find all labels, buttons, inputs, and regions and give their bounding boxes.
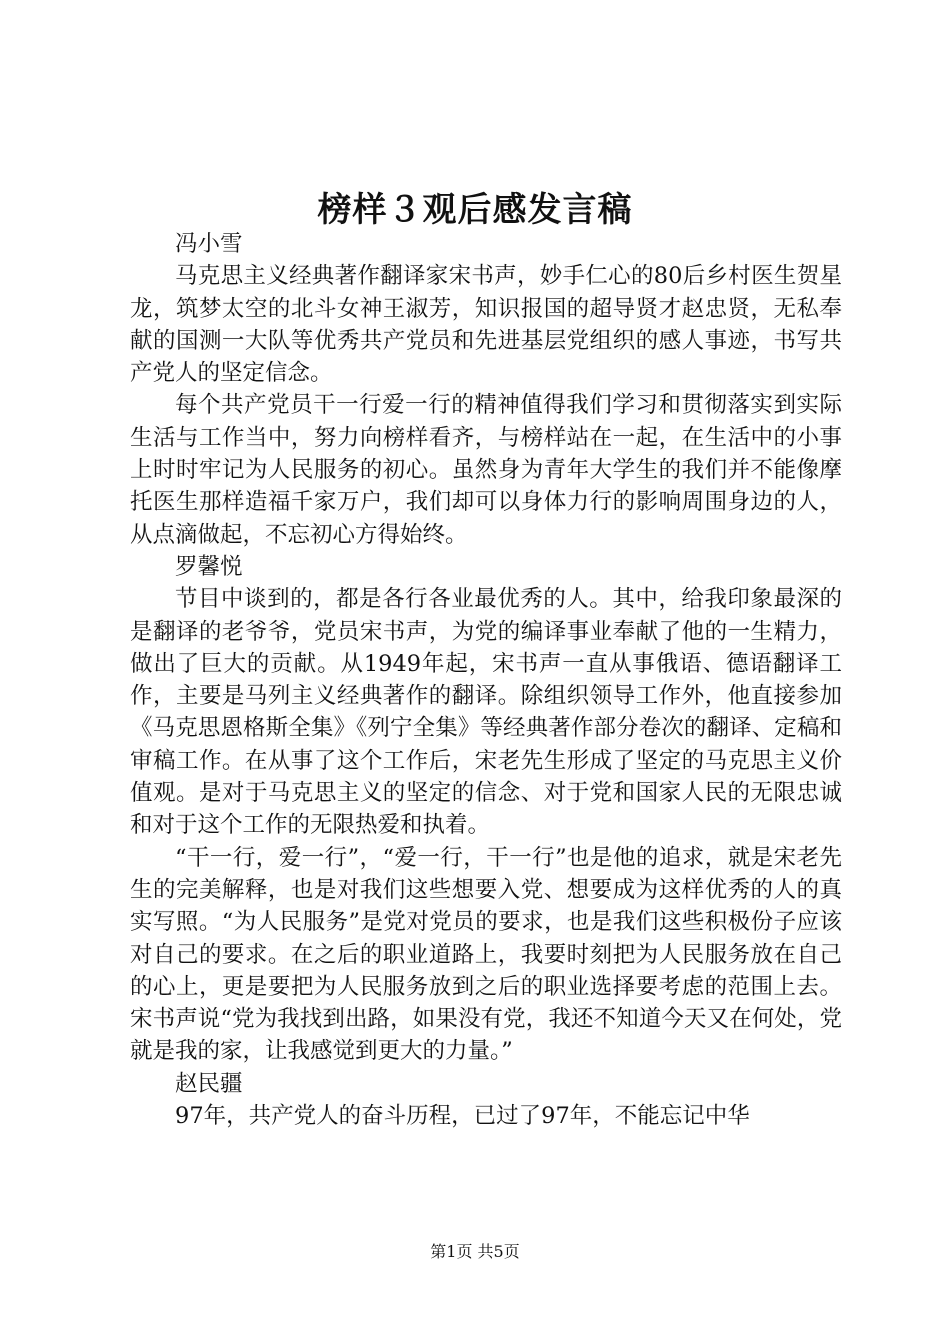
page-footer: 第1页 共5页 — [430, 1242, 520, 1261]
paragraph: 节目中谈到的，都是各行各业最优秀的人。其中，给我印象最深的是翻译的老爷爷，党员宋书声，为党的编译事业奉献了他的一生精力，做出了巨大的贡献。从1949年起，宋书声一直从事俄语、德语翻译工作，主要是马列主义经典著作的翻译。除组织领导工作外，他直接参加《马克思恩格斯全集》《列宁全集》等经典著作部分卷次的翻译、定稿和审稿工作。在从事了这个工作后，宋老先生形成了坚定的马克思主义价值观。是对于马克思主义的坚定的信念、对于党和国家人民的无限忠诚和对于这个工作的无限热爱和执着。 — [130, 586, 842, 839]
document-title: 榜样３观后感发言稿 — [317, 190, 633, 230]
section-author: 罗馨悦 — [175, 553, 243, 580]
paragraph: 每个共产党员干一行爱一行的精神值得我们学习和贯彻落实到实际生活与工作当中，努力向榜样看齐，与榜样站在一起，在生活中的小事上时时牢记为人民服务的初心。虽然身为青年大学生的我们并不能像摩托医生那样造福千家万户，我们却可以身体力行的影响周围身边的人，从点滴做起，不忘初心方得始终。 — [130, 392, 842, 548]
section-author: 赵民疆 — [175, 1070, 243, 1097]
document-body — [130, 228, 842, 1132]
paragraph: “干一行，爱一行”，“爱一行，干一行”也是他的追求，就是宋老先生的完美解释，也是对我们这些想要入党、想要成为这样优秀的人的真实写照。“为人民服务”是党对党员的要求，也是我们这些积极份子应该对自己的要求。在之后的职业道路上，我要时刻把为人民服务放在自己的心上，更是要把为人民服务放到之后的职业选择要考虑的范围上去。宋书声说“党为我找到出路，如果没有党，我还不知道今天又在何处，党就是我的家，让我感觉到更大的力量。” — [130, 844, 842, 1065]
section-author: 冯小雪 — [175, 231, 243, 257]
paragraph: 97年，共产党人的奋斗历程，已过了97年，不能忘记中华 — [175, 1103, 750, 1130]
paragraph: 马克思主义经典著作翻译家宋书声，妙手仁心的80后乡村医生贺星龙，筑梦太空的北斗女神王淑芳，知识报国的超导贤才赵忠贤，无私奉献的国测一大队等优秀共产党员和先进基层党组织的感人事迹，书写共产党人的坚定信念。 — [130, 263, 842, 387]
